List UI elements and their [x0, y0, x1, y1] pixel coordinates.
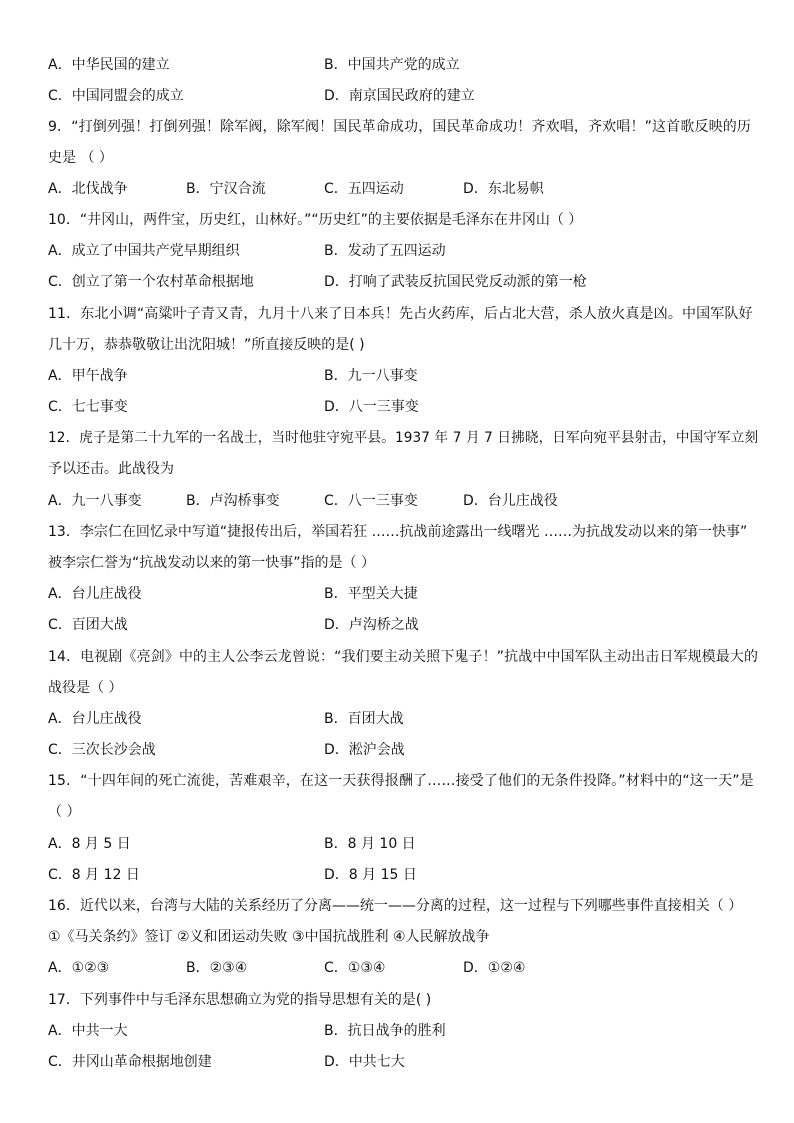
- q11-option-c: C．七七事变: [48, 399, 128, 415]
- q8-options-row-1: [48, 54, 758, 76]
- q9-option-d: D．东北易帜: [463, 181, 544, 197]
- q14-option-b: B．百团大战: [324, 711, 404, 727]
- q15-options-row-2: [48, 864, 758, 886]
- q10-option-c: C．创立了第一个农村革命根据地: [48, 274, 254, 290]
- q9-stem-line-1: [48, 116, 758, 138]
- q12-option-c: C．八一三事变: [324, 493, 418, 509]
- q17-option-c: C．井冈山革命根据地创建: [48, 1054, 212, 1070]
- q16-option-d: D．①②④: [463, 960, 526, 976]
- q14-stem-line-1: [48, 646, 758, 668]
- q13-options-row-1: [48, 583, 758, 605]
- q15-stem-line-1: [48, 770, 758, 792]
- q9-options-row: [48, 178, 758, 200]
- q14-options-row-1: [48, 708, 758, 730]
- q10-options-row-2: [48, 271, 758, 293]
- q12-option-d: D．台儿庄战役: [463, 493, 558, 509]
- q9-option-a: A．北伐战争: [48, 181, 128, 197]
- q17-option-a: A．中共一大: [48, 1023, 128, 1039]
- q13-stem-line-2: [48, 552, 758, 574]
- q9-stem-text-2: 史是 （ ）: [48, 150, 113, 166]
- q14-options-row-2: [48, 739, 758, 761]
- q12-stem-line-2: [48, 458, 758, 480]
- q13-stem-text-1: 13．李宗仁在回忆录中写道“捷报传出后，举国若狂 ……抗战前途露出一线曙光 ……为抗战发动以来的第一快事”: [48, 524, 748, 540]
- q9-option-c: C．五四运动: [324, 181, 404, 197]
- q9-option-b: B．宁汉合流: [186, 181, 266, 197]
- q16-stem-line-2: [48, 926, 758, 948]
- q13-stem-line-1: [48, 521, 758, 543]
- q8-option-c: C．中国同盟会的成立: [48, 88, 184, 104]
- q15-option-c: C．8 月 12 日: [48, 867, 140, 883]
- q17-option-d: D．中共七大: [324, 1054, 405, 1070]
- q14-stem-line-2: [48, 677, 758, 699]
- q8-option-a: A．中华民国的建立: [48, 57, 170, 73]
- q14-option-a: A．台儿庄战役: [48, 711, 142, 727]
- q16-stem-line-1: [48, 895, 758, 917]
- q16-stem-text-2: ①《马关条约》签订 ②义和团运动失败 ③中国抗战胜利 ④人民解放战争: [48, 929, 490, 945]
- q11-option-a: A．甲午战争: [48, 368, 128, 384]
- q17-options-row-1: [48, 1020, 758, 1042]
- q8-option-b: B．中国共产党的成立: [324, 57, 460, 73]
- q12-stem-line-1: [48, 427, 758, 449]
- q15-stem-text-2: （ ）: [48, 804, 81, 820]
- q14-option-c: C．三次长沙会战: [48, 742, 156, 758]
- q12-option-b: B．卢沟桥事变: [186, 493, 280, 509]
- q13-option-b: B．平型关大捷: [324, 586, 418, 602]
- q16-options-row: [48, 957, 758, 979]
- q10-stem-text-1: 10．“井冈山，两件宝，历史红，山林好。”“历史红”的主要依据是毛泽东在井冈山（ ）: [48, 212, 583, 228]
- q17-stem-text-1: 17．下列事件中与毛泽东思想确立为党的指导思想有关的是( ): [48, 992, 432, 1008]
- q11-options-row-1: [48, 365, 758, 387]
- q11-options-row-2: [48, 396, 758, 418]
- q11-stem-text-2: 几十万，恭恭敬敬让出沈阳城！”所直接反映的是( ): [48, 337, 365, 353]
- q15-stem-line-2: [48, 801, 758, 823]
- q11-option-b: B．九一八事变: [324, 368, 418, 384]
- q12-stem-text-1: 12．虎子是第二十九军的一名战士，当时他驻守宛平县。1937 年 7 月 7 日拂晓，日军向宛平县射击，中国守军立刻: [48, 430, 759, 446]
- q17-options-row-2: [48, 1051, 758, 1073]
- q9-stem-line-2: [48, 147, 758, 169]
- q13-option-c: C．百团大战: [48, 617, 128, 633]
- q15-option-d: D．8 月 15 日: [324, 867, 417, 883]
- q13-option-d: D．卢沟桥之战: [324, 617, 419, 633]
- q16-stem-text-1: 16．近代以来，台湾与大陆的关系经历了分离——统一——分离的过程，这一过程与下列哪些事件直接相关（ ）: [48, 898, 743, 914]
- q15-option-b: B．8 月 10 日: [324, 836, 416, 852]
- q10-option-b: B．发动了五四运动: [324, 243, 446, 259]
- q16-option-a: A．①②③: [48, 960, 110, 976]
- q15-option-a: A．8 月 5 日: [48, 836, 131, 852]
- q10-option-d: D．打响了武装反抗国民党反动派的第一枪: [324, 274, 587, 290]
- q8-option-d: D．南京国民政府的建立: [324, 88, 475, 104]
- q10-options-row-1: [48, 240, 758, 262]
- q13-stem-text-2: 被李宗仁誉为“抗战发动以来的第一快事”指的是（ ）: [48, 555, 375, 571]
- q12-options-row: [48, 490, 758, 512]
- q16-option-b: B．②③④: [186, 960, 248, 976]
- q10-option-a: A．成立了中国共产党早期组织: [48, 243, 240, 259]
- q13-options-row-2: [48, 614, 758, 636]
- q13-option-a: A．台儿庄战役: [48, 586, 142, 602]
- q8-options-row-2: [48, 85, 758, 107]
- q11-stem-text-1: 11．东北小调“高粱叶子青又青，九月十八来了日本兵！先占火药库，后占北大营，杀人放火真是凶。中国军队好: [48, 306, 753, 322]
- q14-stem-text-1: 14．电视剧《亮剑》中的主人公李云龙曾说：“我们要主动关照下鬼子！”抗战中中国军队主动出击日军规模最大的: [48, 649, 759, 665]
- q12-stem-text-2: 予以还击。此战役为: [48, 461, 174, 477]
- q15-options-row-1: [48, 833, 758, 855]
- q14-option-d: D．淞沪会战: [324, 742, 405, 758]
- q11-stem-line-1: [48, 303, 758, 325]
- q11-option-d: D．八一三事变: [324, 399, 419, 415]
- q12-option-a: A．九一八事变: [48, 493, 142, 509]
- q9-stem-text-1: 9．“打倒列强！打倒列强！除军阀，除军阀！国民革命成功，国民革命成功！齐欢唱，齐欢唱！”这首歌反映的历: [48, 119, 752, 135]
- q16-option-c: C．①③④: [324, 960, 386, 976]
- q11-stem-line-2: [48, 334, 758, 356]
- q14-stem-text-2: 战役是（ ）: [48, 680, 123, 696]
- q17-stem-line-1: [48, 989, 758, 1011]
- q17-option-b: B．抗日战争的胜利: [324, 1023, 446, 1039]
- q15-stem-text-1: 15．“十四年间的死亡流徙，苦难艰辛，在这一天获得报酬了……接受了他们的无条件投降。”材料中的“这一天”是: [48, 773, 754, 789]
- q10-stem-line-1: [48, 209, 758, 231]
